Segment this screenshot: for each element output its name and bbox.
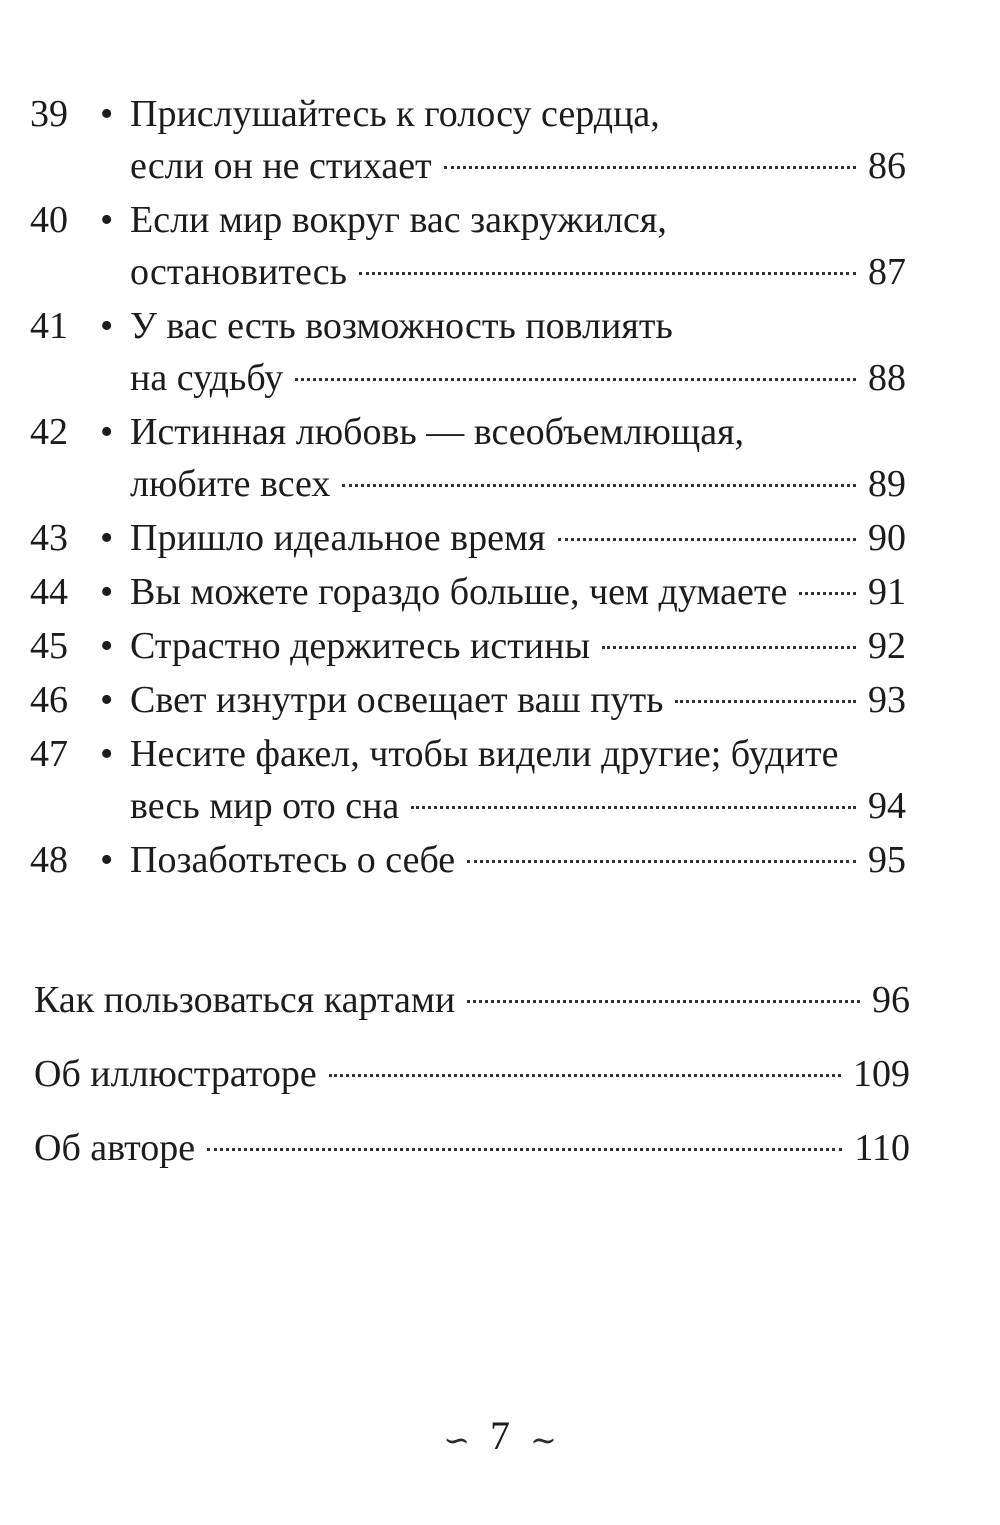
dot-leader xyxy=(675,700,856,703)
entry-page-number: 92 xyxy=(868,625,906,667)
entry-title-line-2: остановитесь xyxy=(130,251,347,293)
entry-number: 42 xyxy=(30,411,68,453)
toc-entry-44 xyxy=(30,566,906,618)
entry-page-number: 96 xyxy=(872,979,910,1021)
entry-page-number: 110 xyxy=(854,1127,910,1169)
entry-title-line-1: У вас есть возможность повлиять xyxy=(130,305,673,347)
bullet: • xyxy=(100,199,114,241)
entry-number: 43 xyxy=(30,517,68,559)
entry-number: 46 xyxy=(30,679,68,721)
toc-entry-about-author xyxy=(34,1126,910,1200)
entry-number: 40 xyxy=(30,199,68,241)
bullet: • xyxy=(100,305,114,347)
entry-page-number: 87 xyxy=(868,251,906,293)
entry-title: Позаботьтесь о себе xyxy=(130,839,456,881)
entry-number: 44 xyxy=(30,571,68,613)
left-ornament: ∽ xyxy=(443,1421,470,1458)
entry-page-number: 88 xyxy=(868,357,906,399)
dot-leader xyxy=(558,538,857,541)
bullet: • xyxy=(100,625,114,667)
entry-title-line-2: весь мир ото сна xyxy=(130,785,400,827)
toc-entry-41 xyxy=(30,300,906,404)
right-ornament: ∼ xyxy=(530,1421,557,1458)
entry-number: 45 xyxy=(30,625,68,667)
toc-entry-46 xyxy=(30,674,906,726)
entry-title-line-1: Если мир вокруг вас закружился, xyxy=(130,199,667,241)
bullet: • xyxy=(100,733,114,775)
entry-page-number: 86 xyxy=(868,145,906,187)
entry-title: Об иллюстраторе xyxy=(34,1053,317,1095)
entry-page-number: 109 xyxy=(853,1053,910,1095)
entry-title-line-1: Прислушайтесь к голосу сердца, xyxy=(130,93,660,135)
toc-entry-48 xyxy=(30,834,906,886)
toc-entry-about-illustrator xyxy=(34,1052,910,1126)
entry-number: 39 xyxy=(30,93,68,135)
toc-entry-47 xyxy=(30,728,906,832)
dot-leader xyxy=(467,860,856,863)
entry-number: 41 xyxy=(30,305,68,347)
dot-leader xyxy=(799,592,856,595)
entry-page-number: 95 xyxy=(868,839,906,881)
dot-leader xyxy=(329,1074,841,1077)
dot-leader xyxy=(342,484,856,487)
entry-title: Как пользоваться картами xyxy=(34,979,456,1021)
entry-title: Вы можете гораздо больше, чем думаете xyxy=(130,571,788,613)
entry-title-line-2: если он не стихает xyxy=(130,145,432,187)
dot-leader xyxy=(411,806,856,809)
entry-title: Пришло идеальное время xyxy=(130,517,546,559)
dot-leader xyxy=(602,646,856,649)
bullet: • xyxy=(100,411,114,453)
entry-title-line-2: любите всех xyxy=(130,463,331,505)
bullet: • xyxy=(100,571,114,613)
toc-entry-45 xyxy=(30,620,906,672)
entry-title: Об авторе xyxy=(34,1127,196,1169)
entry-page-number: 89 xyxy=(868,463,906,505)
page-number: 7 xyxy=(490,1413,510,1458)
page-folio xyxy=(0,1412,1000,1459)
entry-title-line-2: на судьбу xyxy=(130,357,284,399)
entry-title: Свет изнутри освещает ваш путь xyxy=(130,679,664,721)
toc-entry-39 xyxy=(30,88,906,192)
dot-leader xyxy=(467,1000,860,1003)
toc-entry-43 xyxy=(30,512,906,564)
appendix-contents xyxy=(34,978,910,1200)
entry-page-number: 90 xyxy=(868,517,906,559)
dot-leader xyxy=(295,378,856,381)
entry-page-number: 94 xyxy=(868,785,906,827)
dot-leader xyxy=(207,1148,842,1151)
entry-number: 48 xyxy=(30,839,68,881)
bullet: • xyxy=(100,517,114,559)
entry-number: 47 xyxy=(30,733,68,775)
entry-page-number: 91 xyxy=(868,571,906,613)
toc-entry-40 xyxy=(30,194,906,298)
entry-title-line-1: Истинная любовь — всеобъемлющая, xyxy=(130,411,745,453)
dot-leader xyxy=(359,272,856,275)
entry-title: Страстно держитесь истины xyxy=(130,625,591,667)
bullet: • xyxy=(100,93,114,135)
toc-entry-42 xyxy=(30,406,906,510)
bullet: • xyxy=(100,679,114,721)
table-of-contents xyxy=(30,88,906,888)
entry-page-number: 93 xyxy=(868,679,906,721)
dot-leader xyxy=(444,166,856,169)
entry-title-line-1: Несите факел, чтобы видели другие; будите xyxy=(130,733,839,775)
toc-entry-how-to-use-cards xyxy=(34,978,910,1052)
bullet: • xyxy=(100,839,114,881)
